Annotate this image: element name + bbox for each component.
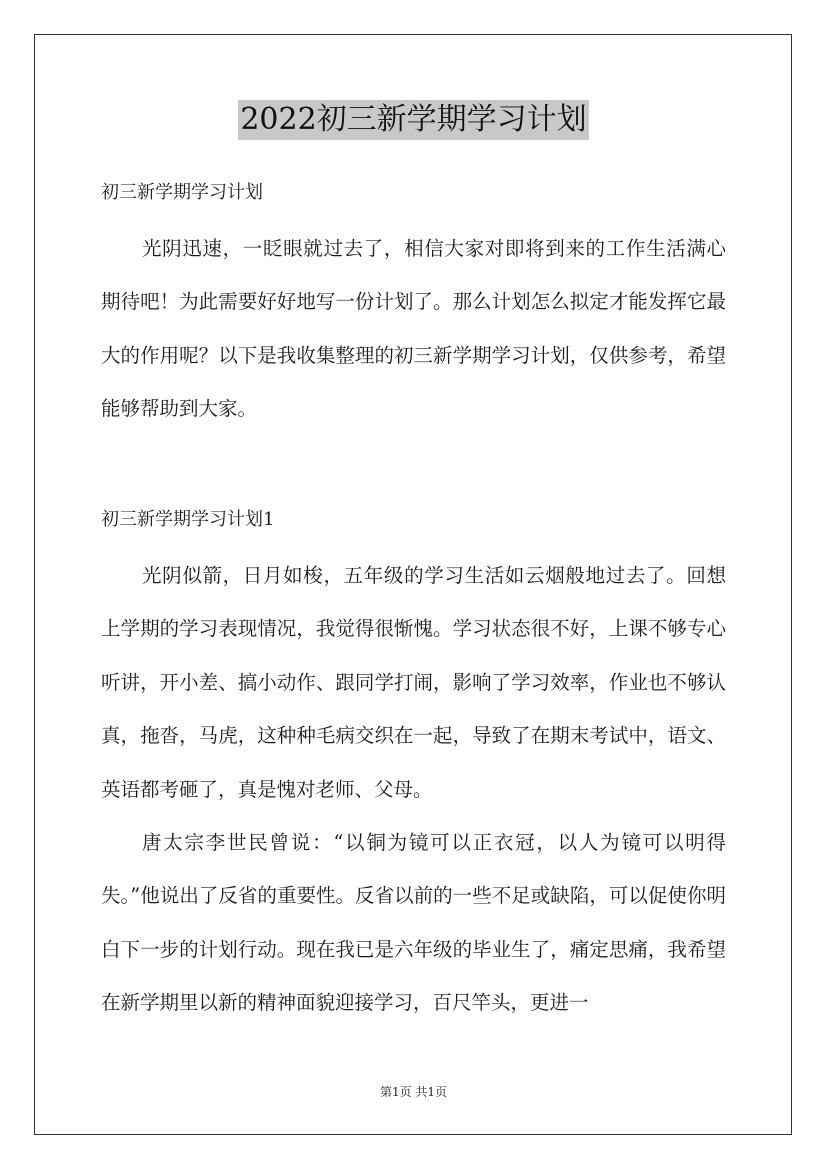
section1-paragraph-1: 光阴似箭，日月如梭，五年级的学习生活如云烟般地过去了。回想上学期的学习表现情况，我觉得很惭愧。学习状态很不好，上课不够专心听讲，开小差、搞小动作、跟同学打闹，影响了学习效率，作业也不够认真，拖沓，马虎，这种种毛病交织在一起，导致了在期末考试中，语文、英语都考砸了，真是愧对老师、父母。 xyxy=(101,564,726,801)
title-container xyxy=(0,100,827,140)
page-footer: 第1页 共1页 xyxy=(379,1085,448,1099)
intro-paragraph: 光阴迅速，一眨眼就过去了，相信大家对即将到来的工作生活满心期待吧！为此需要好好地写一份计划了。那么计划怎么拟定才能发挥它最大的作用呢？以下是我收集整理的初三新学期学习计划，仅供参考，希望能够帮助到大家。 xyxy=(101,237,726,421)
section1-heading: 初三新学期学习计划1 xyxy=(101,509,275,530)
document-title: 2022初三新学期学习计划 xyxy=(238,100,588,140)
section1-paragraph-2: 唐太宗李世民曾说：“以铜为镜可以正衣冠，以人为镜可以明得失。”他说出了反省的重要性。反省以前的一些不足或缺陷，可以促使你明白下一步的计划行动。现在我已是六年级的毕业生了，痛定思痛，我希望在新学期里以新的精神面貌迎接学习，百尺竿头，更进一 xyxy=(101,831,726,1015)
intro-heading: 初三新学期学习计划 xyxy=(101,182,263,203)
